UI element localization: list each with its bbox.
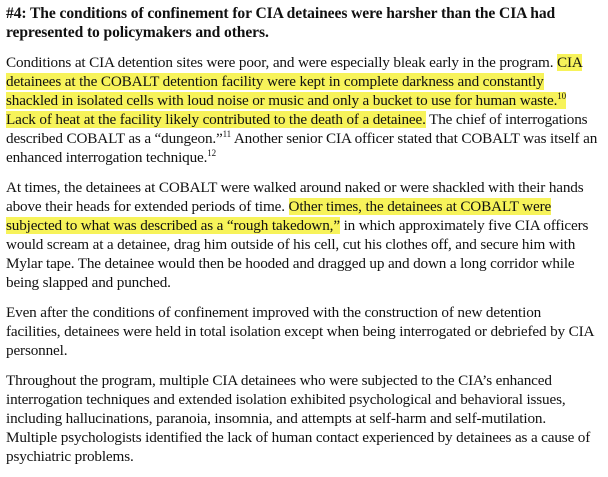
footnote-ref[interactable]: 11 (222, 128, 232, 139)
document-page (6, 4, 598, 477)
text-span: Another senior CIA officer stated that COBALT was itself an enhanced interrogation technique. (6, 130, 598, 166)
section-heading: #4: The conditions of confinement for CIA detainees were harsher than the CIA had represented to policymakers and others. (6, 5, 556, 41)
highlight-span: CIA detainees at the COBALT detention facility were kept in complete darkness and constantly shackled in isolated cells with loud noise or music and only a bucket to use for human waste. (6, 54, 582, 109)
footnote-ref[interactable]: 12 (207, 147, 216, 158)
footnote-ref[interactable]: 10 (557, 90, 566, 101)
text-span: Conditions at CIA detention sites were poor, and were especially bleak early in the program. (6, 54, 554, 71)
highlight-span: Lack of heat at the facility likely contributed to the death of a detainee. (6, 111, 426, 128)
text-span: in which approximately five CIA officers would scream at a detainee, drag him outside of his cell, cut his clothes off, and secure him with Mylar tape. The detainee would then be hooded and dragged up and down a long corridor while being slapped and punched. (6, 217, 589, 291)
paragraph-conditions (6, 53, 598, 167)
paragraph-isolation: Even after the conditions of confinement improved with the construction of new detention facilities, detainees were held in total isolation except when being interrogated or debriefed by CIA personnel. (6, 304, 594, 359)
text-span: The chief of interrogations described COBALT as a “dungeon.” (6, 111, 588, 147)
paragraph-psychological: Throughout the program, multiple CIA detainees who were subjected to the CIA’s enhanced interrogation techniques and extended isolation exhibited psychological and behavioral issues, including hallucinations, paranoia, insomnia, and attempts at self-harm and self-mutilation. Multiple psychologists identified the lack of human contact experienced by detainees as a cause of psychiatric problems. (6, 372, 591, 465)
highlighted-text: Other times, the detainees at COBALT were subjected to what was described as a “rough takedown,” (6, 198, 552, 234)
paragraph-treatment (6, 178, 598, 292)
text-span: At times, the detainees at COBALT were walked around naked or were shackled with their hands above their heads for extended periods of time. (6, 179, 584, 215)
